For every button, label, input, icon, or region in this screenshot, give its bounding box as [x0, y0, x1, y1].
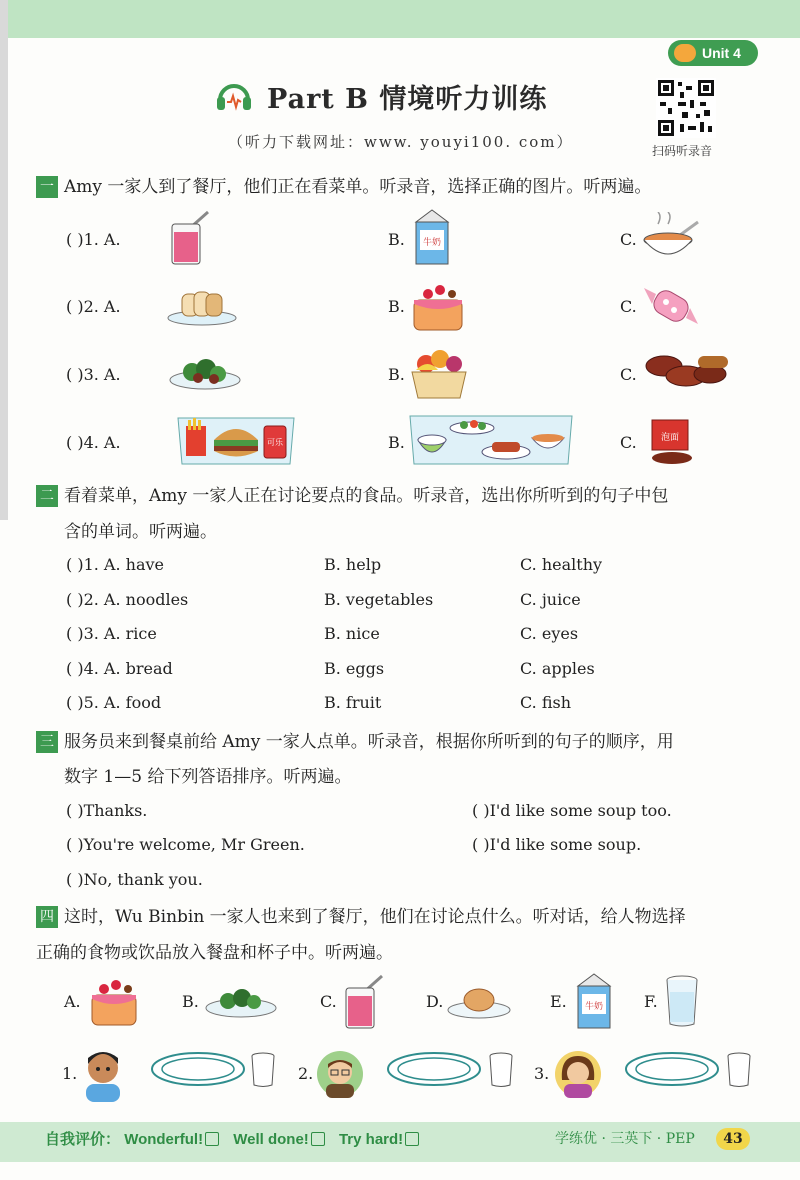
top-decoration-band — [0, 0, 800, 38]
s1-q2-b-label: B. — [388, 297, 405, 316]
fruit-basket-icon[interactable] — [408, 346, 470, 402]
download-url: （听力下载网址：www. youyi100. com） — [228, 133, 574, 151]
section4-instruction-l1: 这时，Wu Binbin 一家人也来到了餐厅，他们在讨论点什么。听对话，给人物选择 — [64, 907, 686, 927]
soup-bowl-icon[interactable] — [640, 212, 702, 262]
s1-q4-c-label: C. — [620, 433, 637, 452]
vegetables-plate-icon[interactable] — [168, 352, 242, 392]
s3-item-welcome[interactable]: ( )You're welcome, Mr Green. — [66, 835, 305, 854]
section2-heading — [36, 481, 668, 511]
s1-q1-b-label: B. — [388, 230, 405, 249]
s4-milk-carton-icon[interactable] — [572, 972, 616, 1030]
s3-item-soup[interactable]: ( )I'd like some soup. — [472, 835, 642, 854]
s4-cup-3[interactable] — [726, 1052, 752, 1088]
unit-tab — [668, 40, 758, 66]
section1-instruction: Amy 一家人到了餐厅，他们正在看菜单。听录音，选择正确的图片。听两遍。 — [64, 177, 652, 197]
s2-q3-c: C. eyes — [520, 624, 579, 643]
s1-q2-label[interactable]: ( )2. A. — [66, 297, 121, 316]
s4-option-e-label: E. — [550, 992, 567, 1011]
cola-label: 可乐 — [267, 438, 283, 447]
book-brand: 学练优 · 三英下 · PEP — [555, 1131, 695, 1147]
s2-q2-c: C. juice — [520, 590, 581, 609]
s2-q5-b: B. fruit — [324, 693, 382, 712]
s3-item-thanks[interactable]: ( )Thanks. — [66, 801, 148, 820]
s1-q2-c-label: C. — [620, 297, 637, 316]
s4-person1-label: 1. — [62, 1064, 78, 1083]
self-eval-label: 自我评价： — [45, 1131, 121, 1148]
s2-q4-c: C. apples — [520, 659, 595, 678]
milk-label: 牛奶 — [422, 238, 442, 248]
qr-code-icon[interactable] — [656, 78, 716, 138]
s4-option-b-label: B. — [182, 992, 199, 1011]
page-edge-shadow — [0, 0, 8, 520]
section4-heading — [36, 902, 686, 932]
instant-noodles-icon[interactable] — [646, 412, 698, 468]
section1-number: 一 — [36, 176, 58, 198]
self-evaluation — [45, 1128, 429, 1149]
s4-plate-2[interactable] — [386, 1050, 482, 1088]
s2-q1-b: B. help — [324, 555, 382, 574]
section4-instruction-l2: 正确的食物或饮品放入餐盘和杯子中。听两遍。 — [36, 943, 393, 963]
s4-cake-icon[interactable] — [86, 975, 142, 1029]
s1-q3-b-label: B. — [388, 365, 405, 384]
qr-label: 扫码听录音 — [652, 144, 713, 158]
cake-icon[interactable] — [408, 280, 468, 334]
s4-juice-glass-icon[interactable] — [340, 972, 388, 1030]
s1-q4-b-label: B. — [388, 433, 405, 452]
s1-q1-label[interactable]: ( )1. A. — [66, 230, 121, 249]
section3-number: 三 — [36, 731, 58, 753]
unit-label: Unit 4 — [702, 45, 741, 61]
section2-instruction-l2: 含的单词。听两遍。 — [64, 522, 217, 542]
noodles-label: 泡面 — [660, 433, 680, 443]
candy-icon[interactable] — [642, 280, 700, 332]
rating-try-hard-label: Try hard! — [338, 1131, 404, 1148]
rating-try-hard-checkbox[interactable] — [405, 1132, 419, 1146]
section3-instruction-l1: 服务员来到餐桌前给 Amy 一家人点单。听录音，根据你所听到的句子的顺序，用 — [64, 732, 674, 752]
s2-q2-b: B. vegetables — [324, 590, 434, 609]
s4-plate-1[interactable] — [150, 1050, 246, 1088]
s4-option-d-label: D. — [426, 992, 444, 1011]
juice-glass-icon[interactable] — [166, 208, 214, 266]
s2-q3-label[interactable]: ( )3. A. rice — [66, 624, 157, 643]
s4-cup-1[interactable] — [250, 1052, 276, 1088]
s4-person3-label: 3. — [534, 1064, 550, 1083]
boy-avatar-icon — [80, 1042, 126, 1102]
s2-q1-label[interactable]: ( )1. A. have — [66, 555, 164, 574]
s4-egg-plate-icon[interactable] — [446, 982, 512, 1020]
unit-tab-icon — [674, 44, 696, 62]
s2-q5-c: C. fish — [520, 693, 572, 712]
s4-option-f-label: F. — [644, 992, 658, 1011]
page-title — [215, 78, 547, 114]
man-avatar-icon — [316, 1050, 364, 1098]
s4-cup-2[interactable] — [488, 1052, 514, 1088]
meat-icon[interactable] — [642, 346, 736, 394]
s1-q3-label[interactable]: ( )3. A. — [66, 365, 121, 384]
s2-q4-b: B. eggs — [324, 659, 385, 678]
s4-milk-label: 牛奶 — [584, 1002, 604, 1012]
section1-heading — [36, 172, 651, 202]
s1-q3-c-label: C. — [620, 365, 637, 384]
s4-vegetables-plate-icon[interactable] — [204, 984, 278, 1020]
headphones-icon — [215, 80, 253, 112]
woman-avatar-icon — [554, 1050, 602, 1098]
fast-food-tray-icon[interactable] — [174, 414, 298, 466]
rating-well-done-label: Well done! — [233, 1131, 309, 1148]
s2-q4-label[interactable]: ( )4. A. bread — [66, 659, 173, 678]
rating-wonderful-checkbox[interactable] — [205, 1132, 219, 1146]
s2-q1-c: C. healthy — [520, 555, 603, 574]
page-number: 43 — [716, 1128, 750, 1150]
s2-q3-b: B. nice — [324, 624, 380, 643]
milk-carton-icon[interactable] — [410, 208, 454, 266]
s2-q5-label[interactable]: ( )5. A. food — [66, 693, 162, 712]
rating-well-done-checkbox[interactable] — [311, 1132, 325, 1146]
s4-option-c-label: C. — [320, 992, 337, 1011]
bread-plate-icon[interactable] — [166, 284, 238, 326]
section2-number: 二 — [36, 485, 58, 507]
section2-instruction-l1: 看着菜单，Amy 一家人正在讨论要点的食品。听录音，选出你所听到的句子中包 — [64, 486, 669, 506]
s3-item-soup-too[interactable]: ( )I'd like some soup too. — [472, 801, 672, 820]
s4-water-glass-icon[interactable] — [664, 974, 700, 1028]
rating-wonderful-label: Wonderful! — [124, 1131, 204, 1148]
s2-q2-label[interactable]: ( )2. A. noodles — [66, 590, 189, 609]
s4-option-a-label: A. — [64, 992, 81, 1011]
s4-plate-3[interactable] — [624, 1050, 720, 1088]
s1-q1-c-label: C. — [620, 230, 637, 249]
title-text: Part B 情境听力训练 — [267, 83, 548, 115]
s4-person2-label: 2. — [298, 1064, 314, 1083]
section4-number: 四 — [36, 906, 58, 928]
section3-instruction-l2: 数字 1—5 给下列答语排序。听两遍。 — [64, 767, 352, 787]
healthy-meal-tray-icon[interactable] — [406, 412, 576, 468]
s3-item-no-thanks[interactable]: ( )No, thank you. — [66, 870, 203, 889]
section3-heading — [36, 727, 674, 757]
s1-q4-label[interactable]: ( )4. A. — [66, 433, 121, 452]
